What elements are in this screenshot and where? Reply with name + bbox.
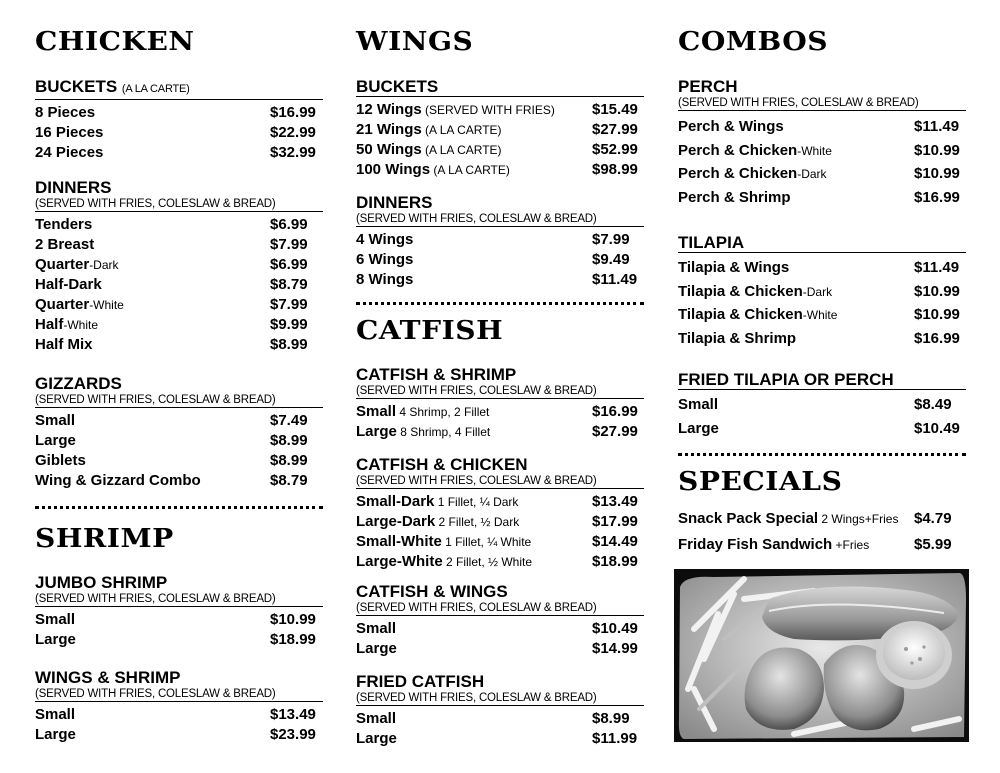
menu-item-quarter-white [35,295,323,315]
menu-item-6-wings [356,250,644,270]
item-price: $18.99 [592,553,638,570]
item-name-text: Half [35,316,64,333]
item-price: $52.99 [592,141,638,158]
item-name-text: 4 Wings [356,231,414,248]
item-name [35,143,103,163]
menu-item-100-wings-a-la-carte [356,160,644,180]
menu-item-small-white-1-fillet-white [356,532,644,552]
item-price: $27.99 [592,121,638,138]
item-name [356,552,532,572]
item-modifier: (A LA CARTE) [430,163,510,177]
item-price: $16.99 [592,403,638,420]
item-price: $9.99 [270,316,308,333]
dotted-divider [678,453,966,456]
menu-item-small [35,411,323,431]
shrimp-heading: SHRIMP [35,524,174,554]
menu-item-2-breast [35,235,323,255]
menu-item-4-wings [356,230,644,250]
catfish-wings-section [356,582,644,659]
section-title: CATFISH & CHICKEN [356,455,528,474]
item-name [356,250,413,270]
menu-item-small [35,705,323,725]
item-price: $8.79 [270,472,308,489]
item-name-text: Tilapia & Wings [678,259,790,276]
section-title: DINNERS [356,193,433,212]
item-price: $16.99 [914,188,960,206]
item-name-text: Small [35,706,76,723]
section-title [35,77,323,100]
section-title: FRIED TILAPIA OR PERCH [678,370,966,390]
chicken-buckets-section [35,77,323,163]
item-name-text: Perch & Chicken [678,141,798,159]
item-modifier: -Dark [802,284,833,299]
item-price: $23.99 [270,726,316,743]
item-list [678,256,966,350]
item-price: $10.99 [914,282,960,300]
item-name [678,115,784,139]
menu-item-half-mix [35,335,323,355]
item-name-text: Large [356,730,397,747]
section-subtitle: (SERVED WITH FRIES, COLESLAW & BREAD) [35,197,323,212]
item-name [356,230,413,250]
item-name-text: Snack Pack Special [678,510,819,527]
item-name [356,619,396,639]
item-list [35,610,323,650]
section-title: GIZZARDS [35,374,122,393]
item-name [678,303,837,328]
menu-item-giblets [35,451,323,471]
item-name [35,725,76,745]
menu-item-large [356,729,644,749]
item-name [35,451,86,471]
catfish-chicken-section [356,455,644,572]
item-name-text: Large [678,419,719,437]
item-list [356,492,644,572]
item-modifier: 1 Fillet, ¼ Dark [434,495,519,509]
item-name [35,295,124,315]
item-price: $7.99 [270,236,308,253]
item-price: $10.99 [914,141,960,159]
item-price: $11.49 [914,259,960,276]
item-name-text: Small [35,412,76,429]
item-name [678,506,898,532]
item-modifier: 2 Fillet, ½ White [442,555,533,569]
item-name-text: Small [678,396,719,413]
item-modifier: 1 Fillet, ¼ White [441,535,532,549]
menu-item-large [35,725,323,745]
item-name-text: Small [35,611,76,628]
item-name-text: Tilapia & Chicken [678,306,803,323]
item-name [356,100,555,120]
item-name [356,160,510,180]
item-name [35,103,95,123]
item-name [356,270,413,290]
item-name-text: Tilapia & Chicken [678,282,803,300]
item-list [35,705,323,745]
item-name [356,729,397,749]
item-name-text: 50 Wings [356,141,422,158]
item-name-text: 12 Wings [356,101,422,118]
item-price: $14.49 [592,533,638,550]
jumbo-shrimp-section [35,573,323,650]
item-name [678,186,791,210]
menu-item-8-pieces [35,103,323,123]
item-list [35,411,323,491]
item-name [678,417,719,441]
section-subtitle: (SERVED WITH FRIES, COLESLAW & BREAD) [356,212,644,227]
item-price: $8.49 [914,396,952,413]
item-price: $8.99 [270,452,308,469]
item-price: $13.49 [270,706,316,723]
item-name [356,422,490,442]
menu-item-tilapia-shrimp [678,327,966,351]
item-name [356,492,518,512]
menu-item-large-white-2-fillet-white [356,552,644,572]
item-price: $9.49 [592,251,630,268]
section-title: JUMBO SHRIMP [35,573,168,592]
item-modifier: (A LA CARTE) [421,123,502,137]
item-price: $15.49 [592,101,638,118]
item-name-text: Small [356,620,397,637]
wings-buckets-section [356,77,644,180]
menu-item-12-wings-served-with-fries [356,100,644,120]
item-modifier: (SERVED WITH FRIES) [421,103,555,117]
item-name-text: Small [356,403,397,420]
fried-tilapia-section [678,370,966,440]
menu-item-half-dark [35,275,323,295]
item-name-text: Friday Fish Sandwich [678,536,833,553]
item-price: $10.49 [914,419,960,437]
item-name-text: Large-Dark [356,513,436,530]
item-price: $10.49 [592,620,638,637]
item-name-text: Quarter [35,296,90,313]
wings-dinners-section [356,193,644,290]
section-subtitle: (SERVED WITH FRIES, COLESLAW & BREAD) [35,687,323,702]
menu-item-friday-fish-sandwich-fries [678,532,966,558]
fried-catfish-section [356,672,644,749]
specials-section [678,503,966,558]
item-name-text: Giblets [35,452,86,469]
item-modifier: -Dark [797,167,827,181]
item-name [35,235,94,255]
item-list [356,619,644,659]
item-name-text: Small-White [356,533,442,550]
food-photo [674,569,969,742]
item-modifier: -White [797,143,832,158]
item-name [678,162,827,187]
wings-shrimp-section [35,668,323,745]
menu-item-tilapia-chicken-white [678,303,966,327]
section-title: WINGS & SHRIMP [35,668,181,687]
item-name [35,610,75,630]
section-subtitle: (SERVED WITH FRIES, COLESLAW & BREAD) [35,592,323,607]
combos-heading: COMBOS [678,27,829,57]
item-price: $13.49 [592,493,638,510]
menu-item-large [678,417,966,441]
section-title: FRIED CATFISH [356,672,485,691]
dotted-divider [356,302,644,305]
item-price: $7.49 [270,412,308,429]
item-name-text: 24 Pieces [35,144,104,161]
item-name [356,120,502,140]
menu-item-small [356,619,644,639]
item-price: $7.99 [592,231,630,248]
item-name-text: Quarter [35,256,90,273]
item-modifier: 2 Wings+Fries [818,512,899,526]
item-name [35,215,92,235]
item-list [356,709,644,749]
item-name-text: 6 Wings [356,251,414,268]
item-name [678,532,869,558]
section-subtitle: (SERVED WITH FRIES, COLESLAW & BREAD) [356,691,644,706]
tilapia-section [678,233,966,350]
buckets-title: BUCKETS [35,77,118,96]
menu-item-large [35,630,323,650]
item-list [356,100,644,180]
wings-heading: WINGS [356,27,474,57]
menu-item-small [678,393,966,417]
item-price: $14.99 [592,640,638,657]
catfish-shrimp-section [356,365,644,442]
item-name [35,255,119,275]
menu-item-8-wings [356,270,644,290]
menu-item-large [356,639,644,659]
item-name [356,512,519,532]
section-subtitle: (SERVED WITH FRIES, COLESLAW & BREAD) [678,96,966,111]
item-price: $8.79 [270,276,308,293]
item-price: $11.99 [592,730,638,747]
item-name [35,705,75,725]
section-title: CATFISH & SHRIMP [356,365,517,384]
item-modifier: -White [63,318,99,332]
item-price: $98.99 [592,161,638,178]
item-name-text: 100 Wings [356,161,431,178]
item-price: $10.99 [270,611,316,628]
section-subtitle: (SERVED WITH FRIES, COLESLAW & BREAD) [35,393,323,408]
menu-item-tilapia-chicken-dark [678,280,966,304]
item-name-text: Large [356,423,397,440]
menu-item-small [356,709,644,729]
item-price: $17.99 [592,513,638,530]
item-name [35,411,75,431]
item-name [356,639,397,659]
item-name [356,402,489,422]
menu-item-50-wings-a-la-carte [356,140,644,160]
item-name-text: Tenders [35,216,93,233]
menu-item-perch-chicken-white [678,139,966,163]
menu-item-tilapia-wings [678,256,966,280]
item-name [356,532,531,552]
specials-heading: SPECIALS [678,467,843,497]
menu-item-half-white [35,315,323,335]
item-price: $18.99 [270,631,316,648]
section-title: BUCKETS [356,77,644,97]
section-title: PERCH [678,77,738,96]
item-list [678,393,966,440]
item-name-text: Perch & Shrimp [678,188,791,206]
item-name-text: Small [356,710,397,727]
perch-section [678,77,966,209]
menu-item-perch-wings [678,115,966,139]
item-modifier: -Dark [89,258,119,272]
menu-item-24-pieces [35,143,323,163]
section-subtitle: (SERVED WITH FRIES, COLESLAW & BREAD) [356,384,644,399]
dotted-divider [35,506,323,509]
item-list [35,103,323,163]
item-modifier: -White [802,308,838,322]
menu-item-perch-chicken-dark [678,162,966,186]
fried-fish-chicken-basket-image [674,569,969,742]
section-title: TILAPIA [678,233,966,253]
item-name [35,471,201,491]
item-price: $16.99 [270,104,316,121]
menu-item-large-dark-2-fillet-dark [356,512,644,532]
item-name [678,393,718,417]
item-price: $10.99 [914,306,960,323]
item-name [35,315,98,335]
item-name-text: Large [35,432,76,449]
menu-item-large [35,431,323,451]
item-modifier: (A LA CARTE) [421,143,502,157]
item-name-text: Tilapia & Shrimp [678,329,797,347]
item-name [678,280,832,305]
item-name [35,335,93,355]
item-name-text: Perch & Chicken [678,165,798,182]
item-modifier: -White [89,298,124,312]
menu-item-small [35,610,323,630]
item-name-text: 8 Pieces [35,104,96,121]
menu-item-perch-shrimp [678,186,966,210]
item-price: $6.99 [270,216,308,233]
item-list [678,115,966,209]
item-name-text: Wing & Gizzard Combo [35,472,201,489]
item-price: $8.99 [592,710,630,727]
item-price: $10.99 [914,165,960,182]
item-price: $5.99 [914,536,952,553]
item-modifier: 8 Shrimp, 4 Fillet [396,425,491,439]
menu-item-tenders [35,215,323,235]
section-title: DINNERS [35,178,112,197]
item-name-text: Perch & Wings [678,118,784,135]
item-name [35,431,76,451]
buckets-note: (A LA CARTE) [121,83,190,95]
menu-item-large-8-shrimp-4-fillet [356,422,644,442]
chicken-dinners-section [35,178,323,355]
menu-item-wing-gizzard-combo [35,471,323,491]
item-name-text: Large-White [356,553,443,570]
item-name-text: 8 Wings [356,271,414,288]
item-price: $6.99 [270,256,308,273]
item-name-text: 16 Pieces [35,124,104,141]
item-name [678,327,796,351]
item-name-text: 2 Breast [35,236,95,253]
item-list [35,215,323,355]
item-list [356,230,644,290]
item-name [356,140,502,160]
menu-item-21-wings-a-la-carte [356,120,644,140]
item-price: $27.99 [592,423,638,440]
item-name-text: Small-Dark [356,493,435,510]
item-name [35,630,76,650]
item-modifier: 4 Shrimp, 2 Fillet [396,405,490,419]
item-name-text: Large [35,726,76,743]
item-modifier: +Fries [832,538,870,552]
menu-item-16-pieces [35,123,323,143]
section-subtitle: (SERVED WITH FRIES, COLESLAW & BREAD) [356,601,644,616]
item-modifier: 2 Fillet, ½ Dark [435,515,520,529]
item-price: $7.99 [270,296,308,313]
menu-item-small-dark-1-fillet-dark [356,492,644,512]
menu-item-snack-pack-special-2-wings-fries [678,506,966,532]
item-name [35,123,103,143]
item-price: $11.49 [914,118,960,135]
item-price: $16.99 [914,329,960,347]
item-name-text: Half Mix [35,336,93,353]
item-price: $8.99 [270,336,308,353]
item-name [35,275,102,295]
item-name [678,139,832,164]
menu-item-quarter-dark [35,255,323,275]
item-name [678,256,789,280]
section-subtitle: (SERVED WITH FRIES, COLESLAW & BREAD) [356,474,644,489]
item-price: $8.99 [270,432,308,449]
item-list [678,506,966,558]
gizzards-section [35,374,323,491]
item-name-text: Half-Dark [35,276,102,293]
item-list [356,402,644,442]
item-name-text: Large [35,631,76,648]
chicken-heading: CHICKEN [35,27,195,57]
item-name [356,709,396,729]
menu-item-small-4-shrimp-2-fillet [356,402,644,422]
item-price: $32.99 [270,144,316,161]
item-price: $22.99 [270,124,316,141]
item-name-text: Large [356,640,397,657]
section-title: CATFISH & WINGS [356,582,508,601]
catfish-heading: CATFISH [356,316,504,346]
item-name-text: 21 Wings [356,121,422,138]
item-price: $11.49 [592,271,638,288]
item-price: $4.79 [914,510,952,527]
